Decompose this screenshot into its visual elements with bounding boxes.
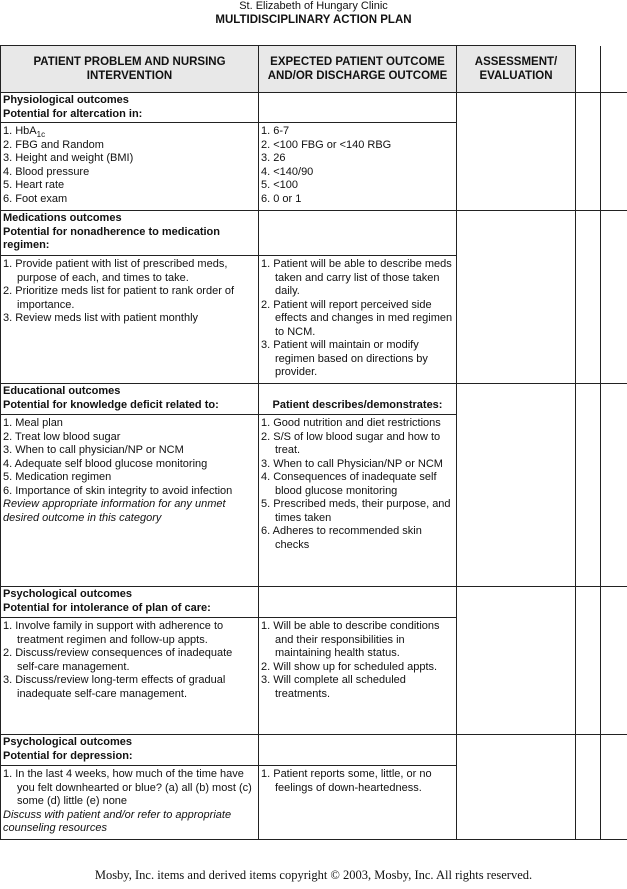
section-subtitle: Potential for intolerance of plan of care:	[3, 601, 211, 614]
intervention-item: 1. In the last 4 weeks, how much of the time have you felt downhearted or blue? (a) all (b) most (c) some (d) little (e) none	[3, 768, 252, 807]
assessment-cell	[457, 211, 576, 384]
outcomes-cell	[259, 256, 457, 384]
intervention-item: 3. Height and weight (BMI)	[3, 152, 134, 164]
outcome-item: 3. 26	[261, 152, 286, 164]
eval-check-cell	[576, 93, 601, 211]
eval-check-cell	[601, 93, 627, 211]
eval-check-cell	[576, 587, 601, 735]
section-title-cell	[1, 211, 259, 256]
outcome-subheader: Patient describes/demonstrates:	[259, 384, 457, 415]
intervention-item: 1. Involve family in support with adherence to treatment regimen and follow-up appts.	[3, 620, 224, 646]
copyright-footer: Mosby, Inc. items and derived items copyright © 2003, Mosby, Inc. All rights reserved.	[94, 868, 533, 882]
section-title-row	[1, 384, 627, 415]
section-title-row	[1, 735, 627, 766]
section-title-row	[1, 93, 627, 123]
outcome-item: 5. <100	[261, 179, 299, 191]
section-title: Physiological outcomes	[3, 94, 129, 106]
interventions-cell	[1, 618, 259, 735]
intervention-item: 4. Blood pressure	[3, 165, 90, 178]
intervention-item: 2. Treat low blood sugar	[3, 430, 121, 443]
intervention-item: 6. Foot exam	[3, 192, 68, 205]
outcome-item: 1. Will be able to describe conditions and their responsibilities in maintaining health status.	[261, 620, 440, 659]
section-title: Educational outcomes	[3, 385, 121, 397]
intervention-item: 3. Review meds list with patient monthly	[3, 312, 199, 324]
section-subtitle: Potential for altercation in:	[3, 107, 143, 120]
section-title-cell	[1, 735, 259, 766]
eval-check-cell	[601, 211, 627, 384]
intervention-item: 5. Heart rate	[3, 179, 65, 191]
intervention-item: 5. Medication regimen	[3, 471, 112, 483]
outcome-column-header: EXPECTED PATIENT OUTCOME AND/OR DISCHARGE OUTCOME	[259, 46, 457, 93]
outcome-item: 1. Patient will be able to describe meds taken and carry list of those taken daily.	[261, 258, 452, 297]
outcomes-cell	[259, 766, 457, 840]
section-title-cell	[1, 93, 259, 123]
section-subtitle: Potential for nonadherence to medication regimen:	[3, 225, 220, 251]
intervention-item: 3. When to call physician/NP or NCM	[3, 444, 184, 456]
outcome-item: 3. Patient will maintain or modify regimen based on directions by provider.	[261, 339, 428, 378]
outcomes-cell	[259, 618, 457, 735]
outcome-subheader	[259, 93, 457, 123]
interventions-cell	[1, 256, 259, 384]
outcome-item: 3. Will complete all scheduled treatments.	[261, 674, 406, 700]
plan-title: MULTIDISCIPLINARY ACTION PLAN	[215, 14, 412, 26]
intervention-item: 2. Prioritize meds list for patient to rank order of importance.	[3, 285, 235, 311]
eval-check-cell	[601, 384, 627, 587]
outcome-item: 3. When to call Physician/NP or NCM	[261, 457, 443, 470]
section-title-row	[1, 587, 627, 618]
eval-check-cell	[601, 587, 627, 735]
outcomes-cell	[259, 415, 457, 587]
outcome-item: 4. Consequences of inadequate self blood glucose monitoring	[261, 471, 437, 497]
outcome-item: 4. <140/90	[261, 165, 314, 178]
header-row	[1, 46, 627, 93]
blank-header-cell	[576, 46, 601, 93]
assessment-column-header: ASSESSMENT/ EVALUATION	[457, 46, 576, 93]
interventions-cell	[1, 123, 259, 211]
section-subtitle: Potential for depression:	[3, 749, 133, 762]
outcome-item: 1. Patient reports some, little, or no feelings of down-heartedness.	[261, 768, 432, 794]
outcome-item: 6. 0 or 1	[261, 192, 302, 205]
assessment-cell	[457, 384, 576, 587]
section-note: Discuss with patient and/or refer to appropriate counseling resources	[3, 808, 232, 834]
section-subtitle: Potential for knowledge deficit related to:	[3, 398, 219, 411]
intervention-item: 6. Importance of skin integrity to avoid infection	[3, 484, 233, 497]
intervention-item: 1. Meal plan	[3, 417, 63, 429]
outcome-item: 5. Prescribed meds, their purpose, and times taken	[261, 498, 451, 524]
intervention-item: 2. Discuss/review consequences of inadequate self-care management.	[3, 647, 233, 673]
outcome-subheader	[259, 211, 457, 256]
outcome-item: 1. Good nutrition and diet restrictions	[261, 417, 441, 429]
action-plan-table	[0, 45, 627, 840]
eval-check-cell	[601, 735, 627, 840]
interventions-cell	[1, 766, 259, 840]
assessment-cell	[457, 735, 576, 840]
assessment-cell	[457, 93, 576, 211]
assessment-cell	[457, 587, 576, 735]
outcome-item: 6. Adheres to recommended skin checks	[261, 525, 422, 551]
clinic-name: St. Elizabeth of Hungary Clinic	[239, 0, 388, 12]
outcome-item: 2. <100 FBG or <140 RBG	[261, 138, 392, 151]
intervention-item: 1. Provide patient with list of prescribed meds, purpose of each, and times to take.	[3, 258, 228, 284]
intervention-item: 1. HbA$_{1c}$	[3, 125, 46, 140]
outcome-item: 2. S/S of low blood sugar and how to treat.	[261, 430, 441, 456]
eval-check-cell	[576, 384, 601, 587]
section-title-cell	[1, 384, 259, 415]
eval-check-cell	[576, 735, 601, 840]
outcome-subheader	[259, 587, 457, 618]
eval-check-cell	[576, 211, 601, 384]
section-note: Review appropriate information for any unmet desired outcome in this category	[3, 498, 226, 524]
outcome-item: 2. Patient will report perceived side effects and changes in med regimen to NCM.	[261, 298, 453, 338]
section-title-row	[1, 211, 627, 256]
interventions-cell	[1, 415, 259, 587]
section-title: Psychological outcomes	[3, 736, 132, 748]
problem-column-header: PATIENT PROBLEM AND NURSING INTERVENTION	[1, 46, 259, 93]
intervention-item: 2. FBG and Random	[3, 138, 104, 151]
section-title-cell	[1, 587, 259, 618]
intervention-item: 4. Adequate self blood glucose monitoring	[3, 457, 208, 470]
section-title: Medications outcomes	[3, 212, 122, 224]
outcome-item: 2. Will show up for scheduled appts.	[261, 660, 438, 673]
section-title: Psychological outcomes	[3, 588, 132, 600]
outcomes-cell	[259, 123, 457, 211]
intervention-item: 3. Discuss/review long-term effects of gradual inadequate self-care management.	[3, 674, 226, 700]
outcome-subheader	[259, 735, 457, 766]
blank-header-cell	[601, 46, 627, 93]
outcome-item: 1. 6-7	[261, 125, 290, 137]
